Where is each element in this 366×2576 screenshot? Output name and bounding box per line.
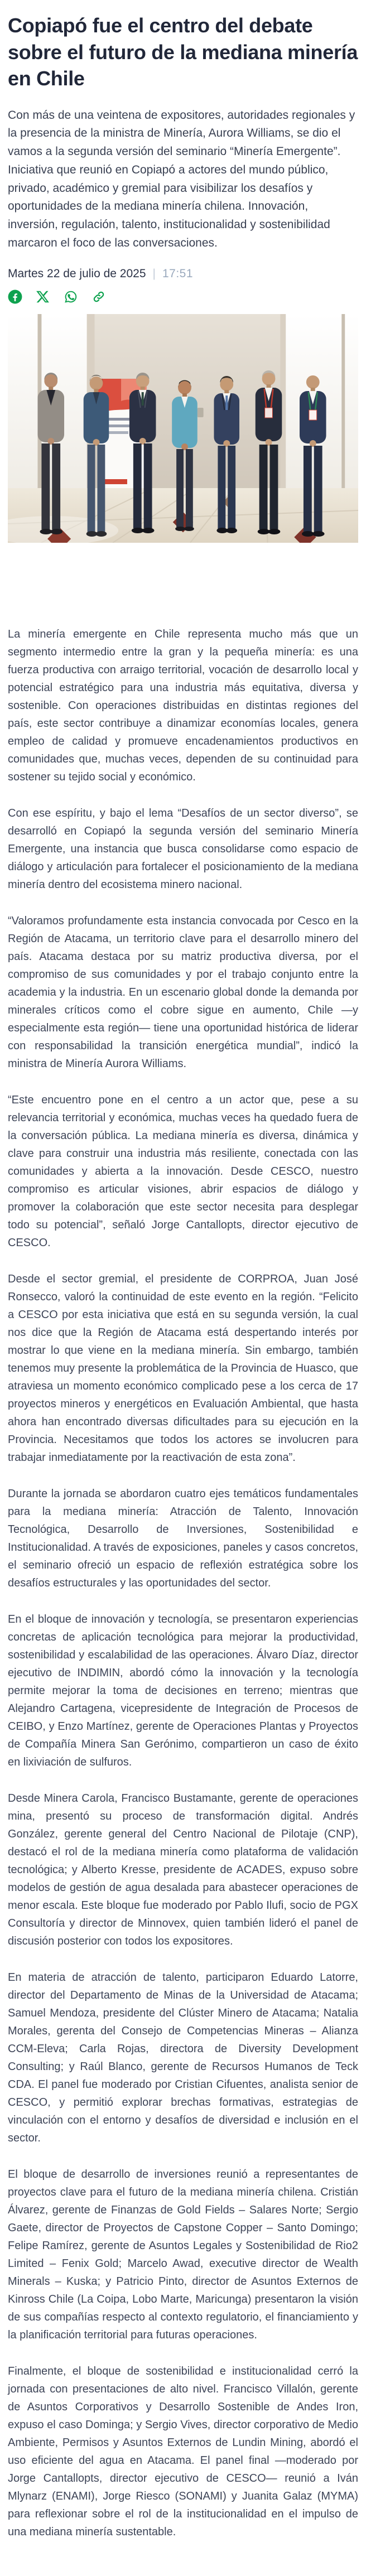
article-paragraph: Durante la jornada se abordaron cuatro ejes temáticos fundamentales para la mediana minería: Atracción de Talento, Innovación Tecnológica, Desarrollo de Inversiones, Sostenibilidad e Institucionalidad. A través de exposiciones, paneles y casos concretos, el seminario ofreció un espacio de reflexión estratégica sobre los desafíos estructurales y las oportunidades del sector.	[8, 1487, 358, 1589]
article-paragraph: Finalmente, el bloque de sostenibilidad e institucionalidad cerró la jornada con presentaciones de alto nivel. Francisco Villalón, gerente de Asuntos Corporativos y Desarrollo Sostenible de Andes Iron, expuso el caso Dominga; y Sergio Vives, director corporativo de Medio Ambiente, Permisos y Asuntos Externos de Lundin Mining, abordó el uso eficiente del agua en Atacama. El panel final —moderado por Jorge Cantallopts, director ejecutivo de CESCO— reunió a Iván Mlynarz (ENAMI), Jorge Riesco (SONAMI) y Juanita Galaz (MYMA) para reflexionar sobre el rol de la institucionalidad en el impulso de una mediana minería sustentable.	[8, 2365, 358, 2538]
x-share-button[interactable]	[36, 290, 50, 304]
copy-link-share-button[interactable]	[92, 290, 106, 304]
x-icon	[36, 290, 50, 304]
article-body	[8, 625, 358, 2541]
facebook-icon	[8, 290, 22, 304]
publish-time: 17:51	[162, 267, 194, 280]
meta-separator: |	[152, 267, 156, 280]
article-paragraph: Desde Minera Carola, Francisco Bustamante, gerente de operaciones mina, presentó su proceso de transformación digital. Andrés González, gerente general del Centro Nacional de Pilotaje (CNP), destacó el rol de la mediana minería como plataforma de validación tecnológica; y Alberto Kresse, presidente de ACADES, expuso sobre modelos de gestión de agua desalada para abastecer operaciones de menor escala. Este bloque fue moderado por Pablo Ilufi, socio de PGX Consultoría y director de Minnovex, quien también lideró el panel de discusión posterior con todos los expositores.	[8, 1792, 358, 1947]
article-paragraph: “Este encuentro pone en el centro a un actor que, pese a su relevancia territorial y económica, muchas veces ha quedado fuera de la conversación pública. La mediana minería es diversa, dinámica y clave para construir una industria más resiliente, conectada con las comunidades y abierta a la innovación. Desde CESCO, nuestro compromiso es articular visiones, abrir espacios de diálogo y promover la colaboración que este sector necesita para desplegar todo su potencial”, señaló Jorge Cantallopts, director ejecutivo de CESCO.	[8, 1093, 358, 1249]
publish-date: Martes 22 de julio de 2025	[8, 267, 146, 280]
article-meta	[8, 267, 358, 281]
article-paragraph: En materia de atracción de talento, participaron Eduardo Latorre, director del Departamento de Minas de la Universidad de Atacama; Samuel Mendoza, presidente del Clúster Minero de Atacama; Natalia Morales, gerenta del Consejo de Competencias Mineras – Alianza CCM-Eleva; Carla Rojas, directora de Diversity Development Consulting; y Raúl Blanco, gerente de Recursos Humanos de Teck CDA. El panel fue moderado por Cristian Cifuentes, analista senior de CESCO, y permitió explorar brechas formativas, estrategias de vinculación con el entorno y desafíos de diversidad e inclusión en el sector.	[8, 1971, 358, 2144]
article-paragraph: “Valoramos profundamente esta instancia convocada por Cesco en la Región de Atacama, un territorio clave para el desarrollo minero del país. Atacama destaca por su matriz productiva diversa, por el compromiso de sus comunidades y por el trabajo conjunto entre la academia y la industria. En un escenario global donde la demanda por minerales críticos como el cobre sigue en aumento, Chile —y especialmente esta región— tiene una oportunidad histórica de liderar con responsabilidad la transición energética mundial”, indicó la ministra de Minería Aurora Williams.	[8, 914, 358, 1070]
link-icon	[92, 290, 106, 304]
article-paragraph: Con ese espíritu, y bajo el lema “Desafíos de un sector diverso”, se desarrolló en Copiapó la segunda versión del seminario Minería Emergente, una instancia que busca consolidarse como espacio de diálogo y articulación para fortalecer el posicionamiento de la mediana minería dentro del ecosistema minero nacional.	[8, 807, 358, 891]
article-photo	[8, 314, 358, 543]
article-paragraph: La minería emergente en Chile representa mucho más que un segmento intermedio entre la gran y la pequeña minería: es una fuerza productiva con arraigo territorial, vocación de desarrollo local y potencial estratégico para una industria más equitativa, diversa y sostenible. Con operaciones distribuidas en distintas regiones del país, este sector contribuye a dinamizar economías locales, genera empleo de calidad y promueve encadenamientos productivos en comunidades que, muchas veces, dependen de su continuidad para sostener su tejido social y económico.	[8, 628, 358, 783]
share-bar	[8, 290, 358, 304]
article-paragraph: El bloque de desarrollo de inversiones reunió a representantes de proyectos clave para el futuro de la mediana minería chilena. Cristián Álvarez, gerente de Finanzas de Gold Fields – Salares Norte; Sergio Gaete, director de Proyectos de Capstone Copper – Santo Domingo; Felipe Ramírez, gerente de Asuntos Legales y Sostenibilidad de Rio2 Limited – Fenix Gold; Marcelo Awad, executive director de Wealth Minerals – Kuska; y Patricio Pinto, director de Asuntos Externos de Kinross Chile (La Coipa, Lobo Marte, Maricunga) presentaron la visión de sus compañías respecto al contexto regulatorio, el financiamiento y la planificación territorial para futuras operaciones.	[8, 2168, 358, 2341]
whatsapp-share-button[interactable]	[64, 290, 78, 304]
whatsapp-icon	[64, 290, 78, 304]
facebook-share-button[interactable]	[8, 290, 22, 304]
article-paragraph: Desde el sector gremial, el presidente de CORPROA, Juan José Ronsecco, valoró la continuidad de este evento en la región. “Felicito a CESCO por esta iniciativa que está en su segunda versión, la cual nos dice que la Región de Atacama está despertando interés por mostrar lo que viene en la mediana minería. Sin embargo, también tenemos muy presente la problemática de la Provincia de Huasco, que atraviesa un momento económico complicado pese a los cerca de 17 proyectos mineros y energéticos en Evaluación Ambiental, que hasta ahora han encontrado diversas dificultades para su ejecución en la Provincia. Necesitamos que todos los actores se involucren para trabajar inmediatamente por la reactivación de esta zona”.	[8, 1272, 358, 1464]
article-intro: Con más de una veintena de expositores, autoridades regionales y la presencia de la ministra de Minería, Aurora Williams, se dio el vamos a la segunda versión del seminario “Minería Emergente”. Iniciativa que reunió en Copiapó a actores del mundo público, privado, académico y gremial para visibilizar los desafíos y oportunidades de la mediana minería chilena. Innovación, inversión, regulación, talento, institucionalidad y sostenibilidad marcaron el foco de las conversaciones.	[8, 108, 355, 249]
group-photo-illustration	[8, 314, 358, 543]
article-paragraph: En el bloque de innovación y tecnología, se presentaron experiencias concretas de aplicación tecnológica para mejorar la productividad, sostenibilidad y escalabilidad de las operaciones. Álvaro Díaz, director ejecutivo de INDIMIN, abordó cómo la innovación y la tecnología permite mejorar la toma de decisiones en terreno; mientras que Alejandro Cartagena, vicepresidente de Integración de Procesos de CEIBO, y Enzo Martínez, gerente de Operaciones Plantas y Proyectos de Compañía Minera San Gerónimo, compartieron un caso de éxito en lixiviación de sulfuros.	[8, 1613, 358, 1768]
page-title: Copiapó fue el centro del debate sobre el futuro de la mediana minería en Chile	[8, 14, 358, 90]
